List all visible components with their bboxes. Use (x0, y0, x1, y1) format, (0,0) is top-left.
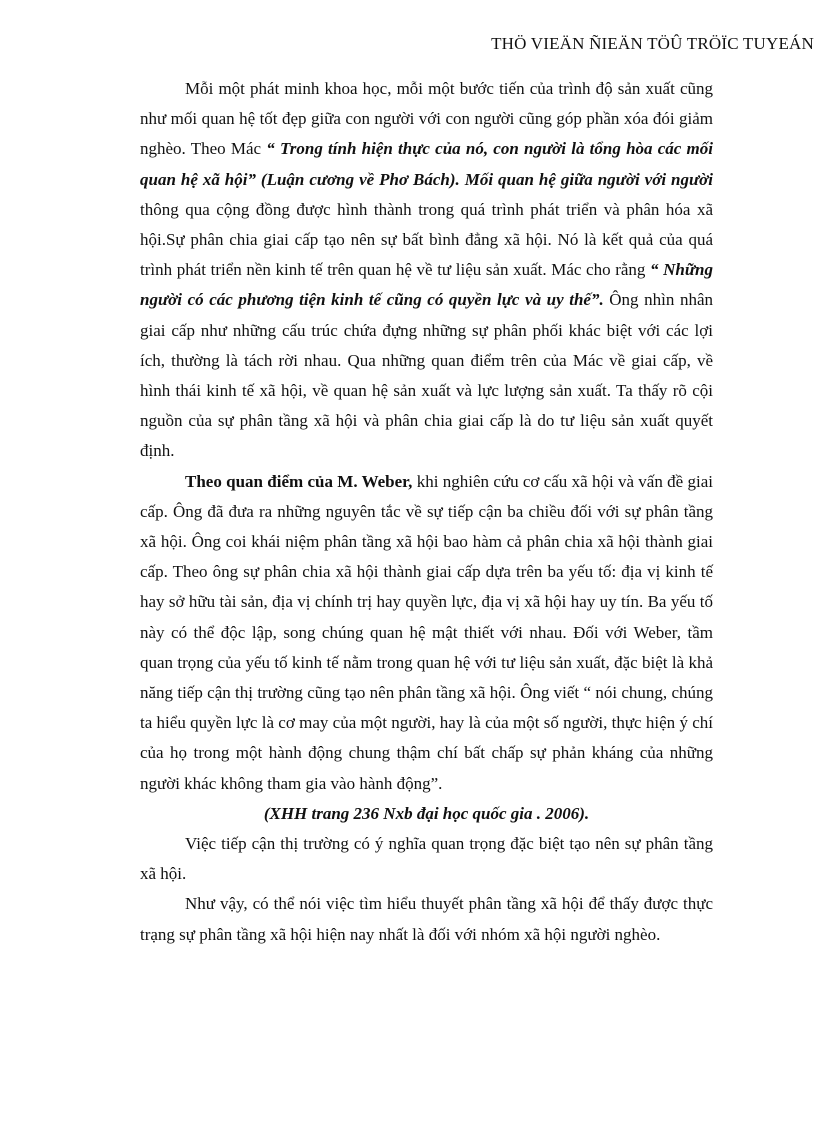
quote-marx-1: “ Trong tính hiện thực của nó, con người là tổng hòa các mối quan hệ xã hội” (Luận cương về Phơ Bách). Mối quan hệ giữa người với người (140, 139, 714, 189)
text: thông qua cộng đồng được hình thành trong quá trình phát triển và phân hóa xã hội.Sự phân chia giai cấp tạo nên sự bất bình đẳng xã hội. Nó là kết quả của quá trình phát triển nền kinh tế trên quan hệ về tư liệu sản xuất. Mác cho rằng (140, 199, 713, 280)
weber-lead: Theo quan điểm của M. Weber, (185, 471, 413, 491)
text: Ông nhìn nhân giai cấp như những cấu trúc chứa đựng những sự phân phối khác biệt với các lợi ích, thường là tách rời nhau. Qua những quan điểm trên của Mác về giai cấp, về hình thái kinh tế xã hội, về quan hệ sản xuất và lực lượng sản xuất. Ta thấy rõ cội nguồn của sự phân tầng xã hội và phân chia giai cấp là do tư liệu sản xuất quyết định. (140, 290, 713, 461)
paragraph-market: Việc tiếp cận thị trường có ý nghĩa quan trọng đặc biệt tạo nên sự phân tầng xã hội. (140, 834, 713, 884)
paragraph-weber (140, 467, 713, 799)
page-header: THÖ VIEÄN ÑIEÄN TÖÛ TRÖÏC TUYEÁN (491, 34, 814, 53)
document-body (140, 74, 713, 950)
text: Mỗi một phát minh khoa học, mỗi một bước tiến của trình độ sản xuất cũng như mối quan hệ tốt đẹp giữa con người với con người cũng góp phần xóa đói giảm nghèo. Theo Mác (140, 79, 713, 159)
paragraph-marx (140, 74, 713, 467)
quote-marx-2: “ Những người có các phương tiện kinh tế cũng có quyền lực và uy thế”. (140, 260, 713, 310)
paragraph-conclusion: Như vậy, có thể nói việc tìm hiểu thuyết phân tầng xã hội để thấy được thực trạng sự phân tầng xã hội hiện nay nhất là đối với nhóm xã hội người nghèo. (140, 894, 713, 944)
text: khi nghiên cứu cơ cấu xã hội và vấn đề giai cấp. Ông đã đưa ra những nguyên tắc về sự tiếp cận ba chiều đối với sự phân tầng xã hội. Ông coi khái niệm phân tầng xã hội bao hàm cả phân chia xã hội thành giai cấp. Theo ông sự phân chia xã hội thành giai cấp dựa trên ba yếu tố: địa vị kinh tế hay sở hữu tài sản, địa vị chính trị hay quyền lực, địa vị xã hội hay uy tín. Ba yếu tố này có thể độc lập, song chúng quan hệ mật thiết với nhau. Đối với Weber, tầm quan trọng của yếu tố kinh tế nằm trong quan hệ với tư liệu sản xuất, đặc biệt là khả năng tiếp cận thị trường cũng tạo nên phân tầng xã hội. Ông viết “ nói chung, chúng ta hiểu quyền lực là cơ may của một người, hay là của một số người, thực hiện ý chí của họ trong một hành động chung thậm chí bất chấp sự phản kháng của những người khác không tham gia vào hành động”. (140, 471, 713, 793)
citation: (XHH trang 236 Nxb đại học quốc gia . 2006). (263, 803, 590, 823)
